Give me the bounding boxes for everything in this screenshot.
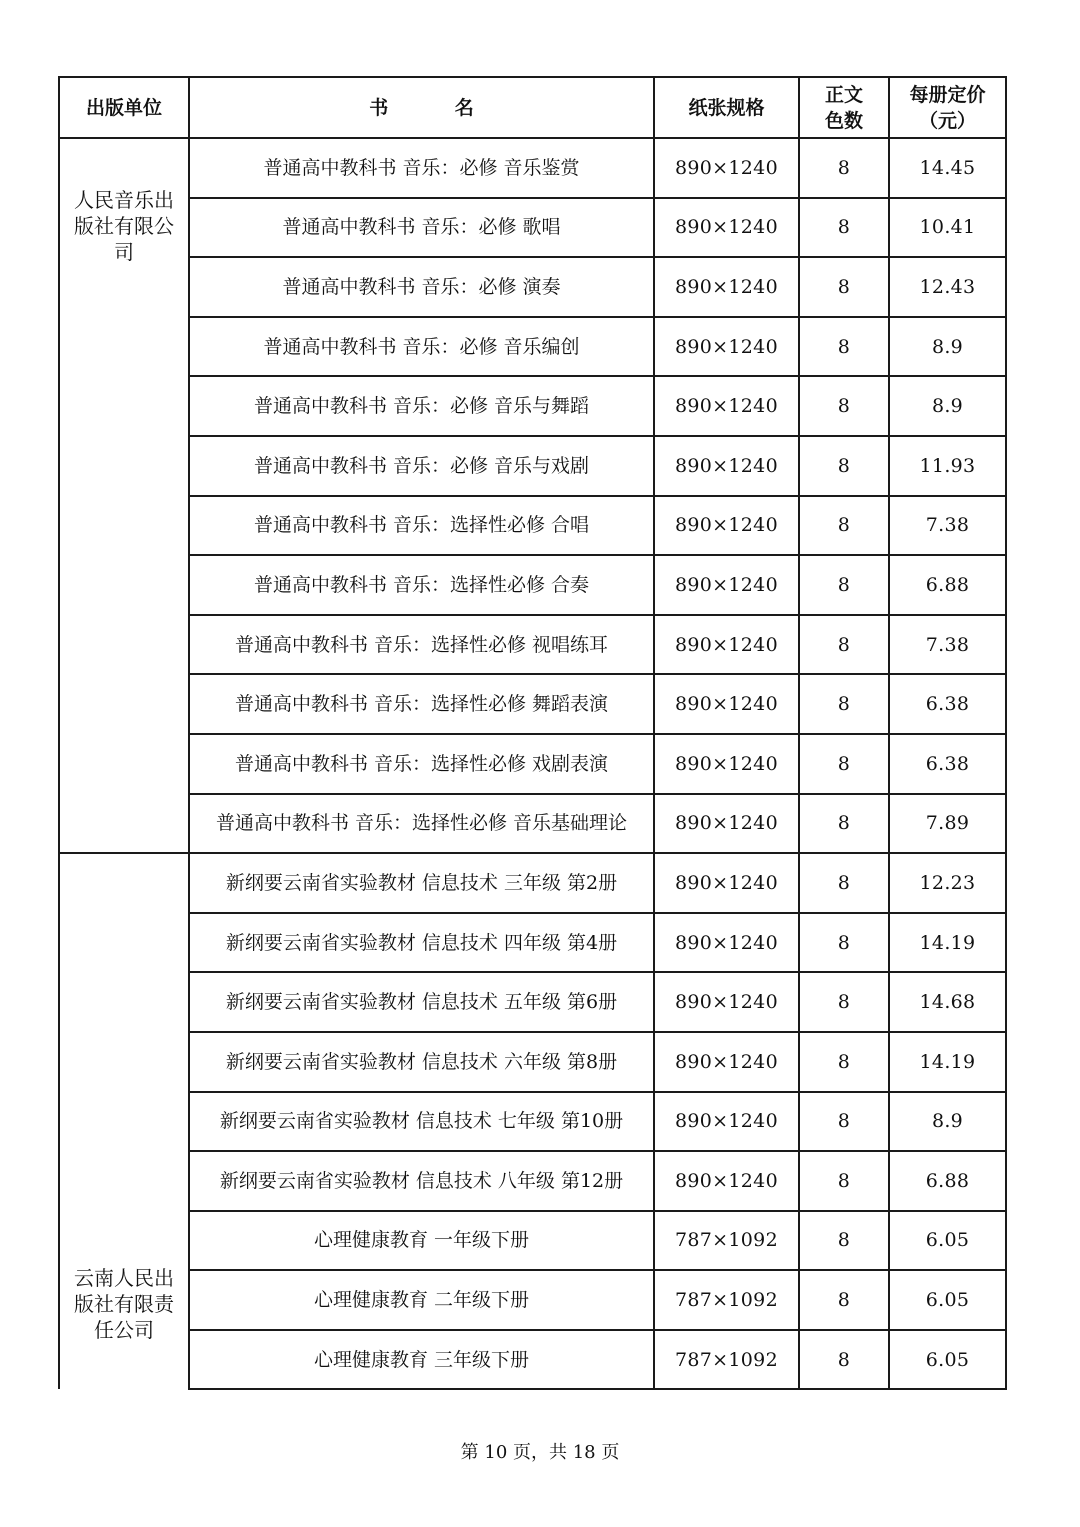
paper-size-cell: 890×1240 (654, 794, 799, 854)
book-title-cell: 新纲要云南省实验教材 信息技术 六年级 第8册 (189, 1032, 654, 1092)
paper-size-cell: 890×1240 (654, 1032, 799, 1092)
header-paper: 纸张规格 (654, 77, 799, 138)
book-title-cell: 心理健康教育 二年级下册 (189, 1270, 654, 1330)
unit-price-cell: 6.88 (889, 1151, 1006, 1211)
color-count-cell: 8 (799, 317, 889, 377)
table-row (59, 674, 1006, 734)
unit-price-cell: 8.9 (889, 1092, 1006, 1152)
table-row (59, 436, 1006, 496)
book-title-cell: 新纲要云南省实验教材 信息技术 七年级 第10册 (189, 1092, 654, 1152)
textbook-price-table (58, 76, 1007, 1390)
book-title-cell: 普通高中教科书 音乐：必修 演奏 (189, 257, 654, 317)
header-row (59, 77, 1006, 138)
unit-price-cell: 6.05 (889, 1211, 1006, 1271)
paper-size-cell: 890×1240 (654, 555, 799, 615)
table-row (59, 615, 1006, 675)
paper-size-cell: 890×1240 (654, 496, 799, 556)
book-title-cell: 普通高中教科书 音乐：必修 音乐与戏剧 (189, 436, 654, 496)
book-title-cell: 普通高中教科书 音乐：选择性必修 视唱练耳 (189, 615, 654, 675)
paper-size-cell: 890×1240 (654, 674, 799, 734)
table-row (59, 1151, 1006, 1211)
unit-price-cell: 14.45 (889, 138, 1006, 198)
book-title-cell: 普通高中教科书 音乐：选择性必修 戏剧表演 (189, 734, 654, 794)
paper-size-cell: 890×1240 (654, 376, 799, 436)
table-row (59, 1330, 1006, 1390)
unit-price-cell: 14.68 (889, 972, 1006, 1032)
unit-price-cell: 6.38 (889, 734, 1006, 794)
book-title-cell: 普通高中教科书 音乐：必修 音乐鉴赏 (189, 138, 654, 198)
book-title-cell: 心理健康教育 一年级下册 (189, 1211, 654, 1271)
book-title-cell: 普通高中教科书 音乐：必修 音乐与舞蹈 (189, 376, 654, 436)
table-row (59, 555, 1006, 615)
color-count-cell: 8 (799, 376, 889, 436)
unit-price-cell: 14.19 (889, 1032, 1006, 1092)
header-title-text: 书 名 (369, 96, 504, 119)
unit-price-cell: 6.05 (889, 1270, 1006, 1330)
color-count-cell: 8 (799, 555, 889, 615)
book-title-cell: 普通高中教科书 音乐：必修 音乐编创 (189, 317, 654, 377)
table-row (59, 913, 1006, 973)
header-colors: 正文 色数 (799, 77, 889, 138)
paper-size-cell: 890×1240 (654, 853, 799, 913)
color-count-cell: 8 (799, 496, 889, 556)
unit-price-cell: 7.89 (889, 794, 1006, 854)
color-count-cell: 8 (799, 853, 889, 913)
color-count-cell: 8 (799, 794, 889, 854)
table-row (59, 376, 1006, 436)
color-count-cell: 8 (799, 972, 889, 1032)
paper-size-cell: 890×1240 (654, 913, 799, 973)
paper-size-cell: 890×1240 (654, 138, 799, 198)
paper-size-cell: 787×1092 (654, 1270, 799, 1330)
paper-size-cell: 890×1240 (654, 734, 799, 794)
table-row (59, 853, 1006, 913)
paper-size-cell: 890×1240 (654, 972, 799, 1032)
unit-price-cell: 6.88 (889, 555, 1006, 615)
table-header (59, 77, 1006, 138)
book-title-cell: 普通高中教科书 音乐：选择性必修 舞蹈表演 (189, 674, 654, 734)
book-title-cell: 普通高中教科书 音乐：选择性必修 合奏 (189, 555, 654, 615)
unit-price-cell: 12.23 (889, 853, 1006, 913)
table-row (59, 138, 1006, 198)
color-count-cell: 8 (799, 257, 889, 317)
paper-size-cell: 787×1092 (654, 1330, 799, 1390)
color-count-cell: 8 (799, 913, 889, 973)
table-row (59, 1032, 1006, 1092)
color-count-cell: 8 (799, 138, 889, 198)
paper-size-cell: 890×1240 (654, 317, 799, 377)
paper-size-cell: 890×1240 (654, 1151, 799, 1211)
paper-size-cell: 890×1240 (654, 1092, 799, 1152)
publisher-cell: 人民音乐出版社有限公司 (59, 138, 189, 853)
color-count-cell: 8 (799, 1330, 889, 1390)
paper-size-cell: 787×1092 (654, 1211, 799, 1271)
publisher-cell: 云南人民出版社有限责任公司 (59, 853, 189, 1389)
paper-size-cell: 890×1240 (654, 198, 799, 258)
color-count-cell: 8 (799, 1211, 889, 1271)
unit-price-cell: 7.38 (889, 615, 1006, 675)
book-title-cell: 新纲要云南省实验教材 信息技术 四年级 第4册 (189, 913, 654, 973)
header-publisher: 出版单位 (59, 77, 189, 138)
book-title-cell: 新纲要云南省实验教材 信息技术 三年级 第2册 (189, 853, 654, 913)
book-title-cell: 新纲要云南省实验教材 信息技术 五年级 第6册 (189, 972, 654, 1032)
table-row (59, 1270, 1006, 1330)
color-count-cell: 8 (799, 1270, 889, 1330)
unit-price-cell: 6.38 (889, 674, 1006, 734)
color-count-cell: 8 (799, 615, 889, 675)
table-row (59, 1092, 1006, 1152)
color-count-cell: 8 (799, 436, 889, 496)
table-body (59, 138, 1006, 1389)
unit-price-cell: 14.19 (889, 913, 1006, 973)
table-row (59, 794, 1006, 854)
header-title (189, 77, 654, 138)
table-row (59, 198, 1006, 258)
unit-price-cell: 10.41 (889, 198, 1006, 258)
book-title-cell: 新纲要云南省实验教材 信息技术 八年级 第12册 (189, 1151, 654, 1211)
color-count-cell: 8 (799, 1151, 889, 1211)
color-count-cell: 8 (799, 734, 889, 794)
table-row (59, 1211, 1006, 1271)
paper-size-cell: 890×1240 (654, 257, 799, 317)
color-count-cell: 8 (799, 1032, 889, 1092)
unit-price-cell: 12.43 (889, 257, 1006, 317)
book-title-cell: 心理健康教育 三年级下册 (189, 1330, 654, 1390)
book-title-cell: 普通高中教科书 音乐：选择性必修 音乐基础理论 (189, 794, 654, 854)
unit-price-cell: 8.9 (889, 317, 1006, 377)
table-row (59, 496, 1006, 556)
page-footer: 第 10 页，共 18 页 (460, 1442, 620, 1463)
color-count-cell: 8 (799, 1092, 889, 1152)
color-count-cell: 8 (799, 674, 889, 734)
table-row (59, 257, 1006, 317)
table-row (59, 317, 1006, 377)
book-title-cell: 普通高中教科书 音乐：必修 歌唱 (189, 198, 654, 258)
color-count-cell: 8 (799, 198, 889, 258)
table-row (59, 972, 1006, 1032)
table-row (59, 734, 1006, 794)
paper-size-cell: 890×1240 (654, 436, 799, 496)
header-price: 每册定价 （元） (889, 77, 1006, 138)
unit-price-cell: 7.38 (889, 496, 1006, 556)
unit-price-cell: 6.05 (889, 1330, 1006, 1390)
unit-price-cell: 11.93 (889, 436, 1006, 496)
unit-price-cell: 8.9 (889, 376, 1006, 436)
book-title-cell: 普通高中教科书 音乐：选择性必修 合唱 (189, 496, 654, 556)
paper-size-cell: 890×1240 (654, 615, 799, 675)
